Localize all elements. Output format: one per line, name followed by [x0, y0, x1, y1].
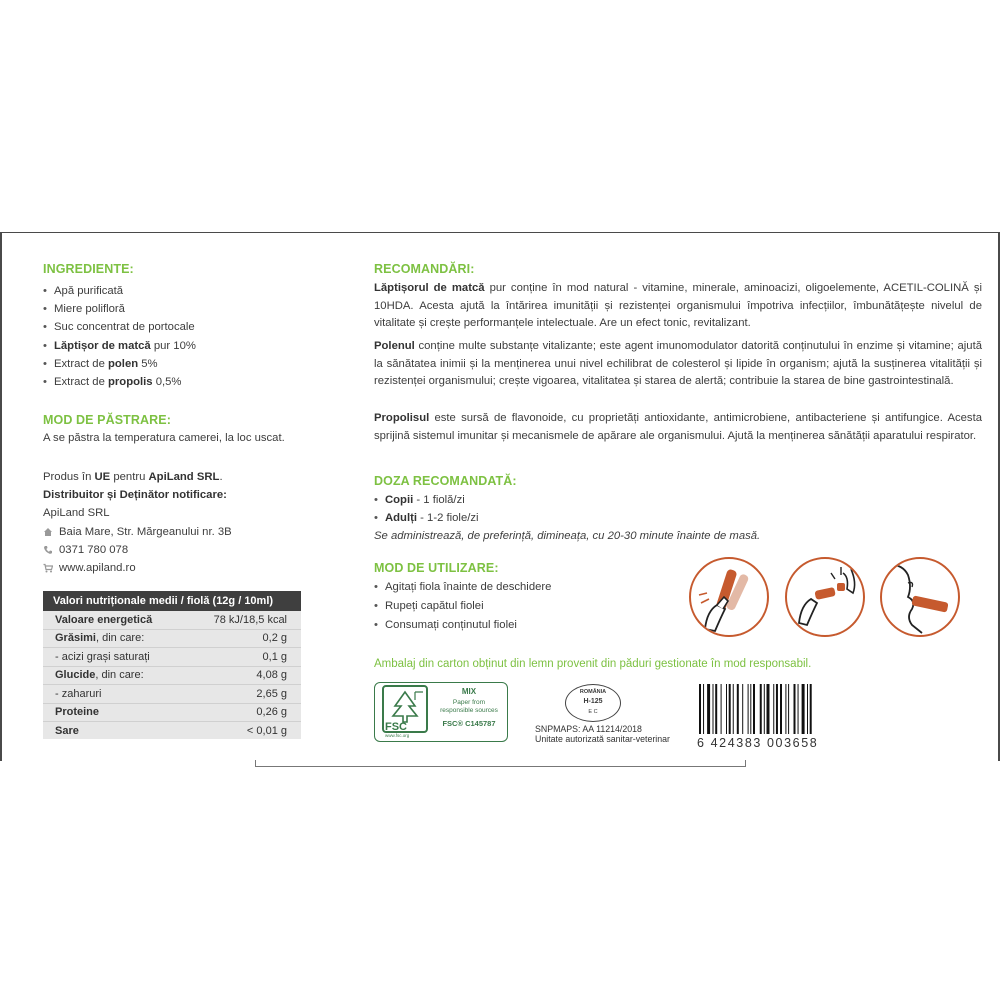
fsc-mix: MIX: [461, 687, 477, 696]
dose-heading: DOZA RECOMANDATĂ:: [374, 474, 517, 488]
cart-icon: [43, 563, 53, 573]
barcode-bar: [729, 684, 731, 734]
ingredients-list: [43, 282, 293, 391]
fsc-license-code: FSC® C145787: [442, 719, 496, 728]
table-row: - acizi grași saturați 0,1 g: [43, 648, 301, 667]
packaging-note: Ambalaj din carton obținut din lemn provenit din păduri gestionate în mod responsabil.: [374, 658, 812, 670]
barcode-bar: [794, 684, 796, 734]
table-row: Valoare energetică 78 kJ/18,5 kcal: [43, 611, 301, 630]
phone-line: 0371 780 078: [43, 541, 303, 559]
vet-unit-text: Unitate autorizată sanitar-veterinar: [535, 734, 670, 744]
barcode-bar: [707, 684, 710, 734]
ingredient-item: • Lăptișor de matcă pur 10%: [43, 337, 293, 355]
usage-item: • Consumați conținutul fiolei: [374, 616, 674, 635]
fold-line: [255, 766, 746, 767]
nutrition-table-header: Valori nutriționale medii / fiolă (12g / 10ml): [43, 591, 301, 611]
dose-note: Se administrează, de preferință, dimineața, cu 20-30 minute înainte de masă.: [374, 530, 761, 543]
fsc-logo-text: FSC: [385, 721, 407, 733]
barcode-bar: [703, 684, 704, 734]
barcode-bar: [788, 684, 789, 734]
label-left-border: [0, 233, 2, 761]
address-line: Baia Mare, Str. Mărgeanului nr. 3B: [43, 523, 303, 541]
distributor-label: Distribuitor și Deținător notificare:: [43, 489, 227, 502]
snpmaps-code: SNPMAPS: AA 11214/2018: [535, 724, 642, 734]
ingredient-item: • Suc concentrat de portocale: [43, 318, 293, 336]
barcode-number: 6 424383 003658: [697, 736, 819, 750]
ingredient-item: • Extract de polen 5%: [43, 355, 293, 373]
ingredient-item: • Apă purificată: [43, 282, 293, 300]
propolis-paragraph: Propolisul este sursă de flavonoide, cu proprietăți antioxidante, antimicrobiene, antibacteriene și antifungice. Acesta sprijină sistemul imunitar și mecanismele de apărare ale organismului. Ajută la menținerea sănătății aparatului respirator.: [374, 412, 982, 442]
nutrition-table: [43, 591, 301, 739]
barcode-bar: [773, 684, 774, 734]
barcode-bar: [767, 684, 770, 734]
produced-in-line: Produs în UE pentru ApiLand SRL.: [43, 471, 223, 483]
oval-code: H-125: [583, 698, 603, 705]
barcode-bar: [807, 684, 808, 734]
dose-item: • Copii - 1 fiolă/zi: [374, 491, 794, 509]
usage-item: • Rupeți capătul fiolei: [374, 597, 674, 616]
usage-list: [374, 578, 674, 635]
table-row: Proteine 0,26 g: [43, 704, 301, 723]
phone-icon: [43, 545, 53, 555]
barcode: [697, 684, 847, 734]
table-row: - zaharuri 2,65 g: [43, 685, 301, 704]
fsc-website: www.fsc.org: [385, 733, 410, 738]
oval-country: ROMÂNIA: [579, 689, 607, 695]
table-row: Sare < 0,01 g: [55, 724, 287, 737]
table-row: Glucide, din care: 4,08 g: [43, 667, 301, 686]
shake-vial-icon: [689, 557, 769, 637]
barcode-bar: [785, 684, 786, 734]
table-row: Grăsimi, din care: 0,2 g: [43, 630, 301, 649]
web-line: www.apiland.ro: [43, 559, 303, 577]
drink-vial-icon: [880, 557, 960, 637]
barcode-bar: [737, 684, 739, 734]
barcode-bar: [713, 684, 714, 734]
barcode-bar: [748, 684, 749, 734]
usage-heading: MOD DE UTILIZARE:: [374, 561, 499, 575]
pollen-paragraph: Polenul conține multe substanțe vitalizante; este agent imunomodulator datorită conținutului în enzime și vitamine; ajută la sănătatea inimii și la menținerea unui nivel echilibrat de colesterol și lipide în organism; ajută la susținerea vitalității și rezistenței organismului; crește vigoarea, vitalitatea și starea de alertă; contribuie la starea de bine gastrointestinală.: [374, 340, 982, 387]
barcode-bar: [764, 684, 765, 734]
company-name: ApiLand SRL: [43, 507, 110, 520]
ingredient-item: • Extract de propolis 0,5%: [43, 373, 293, 391]
label-right-border: [998, 233, 1000, 761]
usage-item: • Agitați fiola înainte de deschidere: [374, 578, 674, 597]
barcode-bar: [699, 684, 701, 734]
barcode-bar: [776, 684, 778, 734]
ingredients-heading: INGREDIENTE:: [43, 262, 134, 276]
producer-block: [43, 468, 303, 577]
barcode-bar: [753, 684, 755, 734]
barcode-bar: [760, 684, 762, 734]
barcode-bar: [802, 684, 805, 734]
barcode-bar: [721, 684, 722, 734]
recommendations-heading: RECOMANDĂRI:: [374, 262, 475, 276]
barcode-bar: [726, 684, 727, 734]
veterinary-oval-mark: [565, 684, 621, 722]
barcode-bar: [798, 684, 799, 734]
barcode-bar: [810, 684, 812, 734]
dose-list: [374, 491, 794, 546]
storage-heading: MOD DE PĂSTRARE:: [43, 413, 171, 427]
royal-jelly-paragraph: Lăptișorul de matcă pur conține în mod natural - vitamine, minerale, aminoacizi, oligoelemente, ACETIL-COLINĂ și 10HDA. Acesta ajută la întărirea imunității și rezistenței organismului împotriva infecțiilor, îmbunătățește nivelul de vitalitate și crește performanțele intelectuale. Are un efect tonic, revitalizant.: [374, 282, 982, 329]
barcode-bar: [750, 684, 751, 734]
ingredient-item: • Miere polifloră: [43, 300, 293, 318]
fsc-paper-text: Paper from responsible sources: [440, 699, 498, 714]
barcode-bar: [715, 684, 717, 734]
oval-ec: E C: [588, 709, 598, 715]
home-icon: [43, 527, 53, 537]
break-vial-icon: [785, 557, 865, 637]
dose-item: • Adulți - 1-2 fiole/zi: [374, 509, 794, 527]
barcode-bar: [733, 684, 734, 734]
barcode-bar: [780, 684, 782, 734]
storage-text: A se păstra la temperatura camerei, la loc uscat.: [43, 432, 285, 444]
fsc-certification-logo: [374, 682, 508, 742]
barcode-bar: [742, 684, 743, 734]
